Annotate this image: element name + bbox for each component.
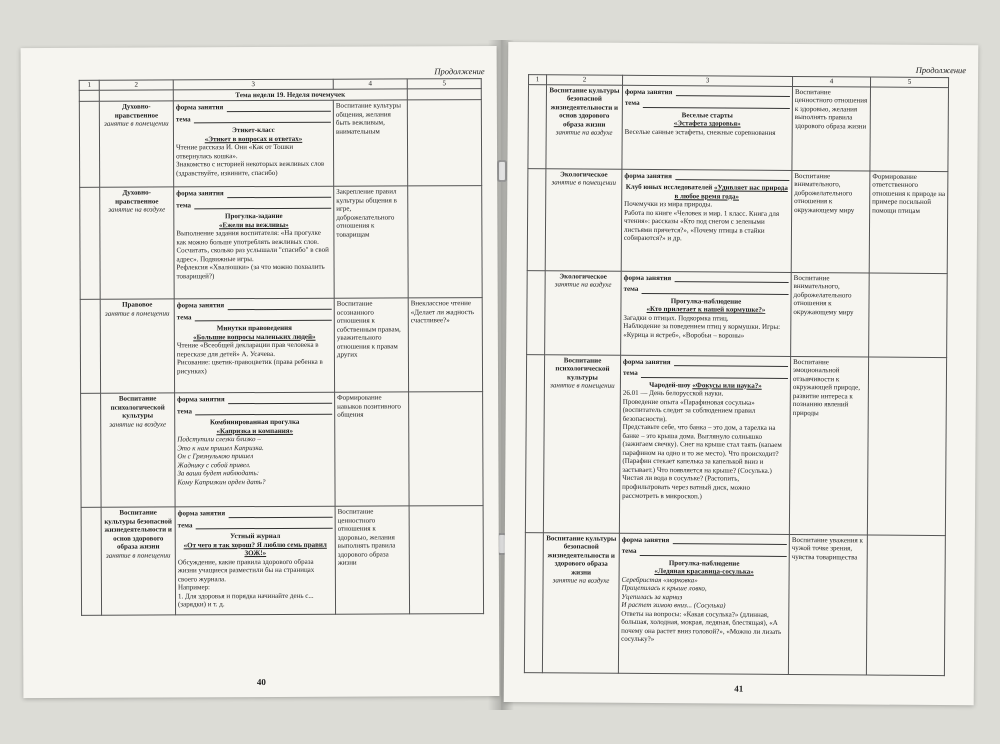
table-row	[524, 532, 945, 675]
activity-title: Этикет-класс	[232, 126, 275, 135]
form-label: форма занятия	[177, 395, 225, 404]
activity-title: Устный журнал	[230, 532, 281, 541]
col-number: 4	[793, 76, 871, 86]
activity-title: Клуб юных исследователей	[625, 182, 713, 192]
activity-name: «Капризка и компания»	[216, 426, 294, 435]
activity-name: «Удивляет нас природа в любое время года»	[674, 183, 788, 201]
theme-label: тема	[622, 368, 638, 377]
col-number: 5	[407, 79, 481, 89]
table-row	[527, 270, 948, 357]
lesson-table-left	[79, 78, 484, 616]
extra-text: Формирование ответственного отношения к природе на примере посильной помощи птицам	[869, 171, 948, 274]
goal-text: Воспитание культуры общения, желания быть вежливым, внимательным	[333, 100, 407, 186]
form-label: форма занятия	[177, 509, 226, 518]
direction-name: Воспитание психологической культуры	[555, 355, 610, 382]
table-row	[79, 100, 481, 188]
week-theme: Тема недели 19. Неделя почемучек	[173, 88, 407, 101]
activity-description: Ответы на вопросы: «Какая сосулька?» (длинная, большая, холодная, мокрая, ледяная, блестящая), «А почему она растет вниз головой?», «Можно ли лизать сосульку?»	[621, 609, 782, 644]
lesson-kind: занятие в помещении	[551, 178, 617, 187]
lesson-kind: занятие в помещении	[550, 381, 615, 390]
extra-text	[409, 506, 483, 614]
activity-name: «Кто прилетает к нашей кормушке?»	[646, 305, 766, 314]
left-page	[21, 46, 500, 698]
lesson-kind: занятие в помещении	[104, 309, 170, 318]
col-number: 3	[623, 75, 793, 86]
activity-description: Обсуждение, какие правила здорового образа жизни учащиеся разместили бы на страницах своего журнала. Например: 1. Для здоровья и порядка начинайте день с... (зарядки) и т. д.	[177, 557, 315, 609]
lesson-kind: занятие в помещении	[106, 551, 171, 560]
extra-text	[407, 100, 481, 186]
direction-name: Воспитание культуры безопасной жизнедеятельности и здорового образа жизни	[546, 533, 617, 577]
activity-title: Веселые старты	[681, 110, 733, 120]
col-number: 4	[333, 79, 407, 89]
col-number: 5	[871, 77, 949, 87]
direction-name: Воспитание культуры безопасной жизнедеятельности и основ здорового образа жизни	[104, 508, 172, 551]
form-label: форма занятия	[176, 189, 224, 198]
lesson-kind: занятие на воздухе	[109, 420, 167, 429]
lesson-table-right	[524, 74, 949, 675]
activity-title: Прогулка-наблюдение	[670, 296, 742, 306]
lesson-kind: занятие на воздухе	[552, 576, 610, 585]
lesson-kind: занятие в помещении	[104, 119, 169, 128]
table-row	[80, 298, 482, 394]
col-number: 2	[99, 80, 173, 90]
theme-label: тема	[621, 546, 637, 555]
activity-title: Чародей-шоу	[649, 380, 691, 389]
continued-label: Продолжение	[915, 64, 967, 76]
extra-text	[867, 357, 946, 536]
goal-text: Формирование навыков позитивного общения	[335, 392, 409, 506]
table-row	[80, 186, 482, 300]
theme-label: тема	[177, 520, 193, 529]
form-label: форма занятия	[623, 273, 672, 282]
goal-text: Воспитание эмоциональной отзывчивости к окружающей природе, развитие интереса к познанию явлений природы	[789, 356, 868, 535]
goal-text: Воспитание внимательного, доброжелательного отношения к окружающему миру	[791, 170, 870, 273]
direction-name: Экологическое	[560, 169, 608, 179]
activity-name: «Эстафета здоровья»	[673, 119, 741, 128]
extra-text	[408, 186, 482, 298]
goal-text: Воспитание ценностного отношения к здоровью, желания выполнять правила здорового образа жизни	[792, 86, 871, 171]
staple	[497, 160, 507, 182]
extra-text	[870, 87, 949, 172]
form-label: форма занятия	[175, 103, 224, 112]
goal-text: Воспитание уважения к чужой точке зрения, чувства товарищества	[788, 534, 867, 675]
col-number: 3	[173, 79, 333, 89]
form-label: форма занятия	[176, 301, 225, 310]
activity-name: «Этикет в вопросах и ответах»	[204, 134, 303, 143]
activity-title: Прогулка-наблюдение	[668, 558, 740, 568]
activity-name: «От чего я так хорош? Я люблю семь правил ЗОЖ!»	[183, 540, 327, 558]
col-number: 2	[547, 75, 623, 85]
goal-text: Воспитание внимательного, доброжелательного отношения к окружающему миру	[791, 272, 870, 357]
goal-text: Воспитание осознанного отношения к собственным правам, уважительного отношения к правам других	[334, 298, 408, 392]
activity-name: «Ежели вы вежливы»	[219, 220, 289, 229]
extra-text	[409, 392, 483, 506]
direction-name: Духовно-нравственное	[114, 102, 159, 120]
lesson-kind: занятие на воздухе	[555, 128, 613, 137]
theme-label: тема	[177, 406, 192, 415]
activity-description: Чтение «Всеобщей декларации прав человека в пересказе для детей» А. Усачева. Рисование: цветик-правоцветик (права ребенка в рисунках)	[176, 340, 323, 376]
form-label: форма занятия	[623, 357, 671, 366]
goal-text: Воспитание ценностного отношения к здоровью, желания выполнять правила здорового образа жизни	[335, 506, 409, 614]
theme-label: тема	[624, 98, 640, 107]
page-number: 41	[734, 683, 744, 694]
theme-label: тема	[176, 200, 192, 209]
form-label: форма занятия	[624, 87, 673, 96]
col-number: 1	[529, 75, 547, 85]
activity-description: Выполнение задания воспитателя: «На прогулке как можно больше употреблять вежливых слов. Сосчитать, сколько раз услышали "спасибо" в свой адрес». Подвижные игры. Рефлексия «Хвалюшки» (за что можно похвалить товарищей?)	[176, 228, 329, 281]
table-row	[528, 84, 949, 171]
lesson-kind: занятие на воздухе	[554, 280, 612, 289]
theme-label: тема	[175, 114, 191, 123]
direction-name: Воспитание психологической культуры	[110, 394, 165, 420]
direction-name: Правовое	[122, 300, 153, 309]
direction-name: Воспитание культуры безопасной жизнедеятельности и основ здорового образа жизни	[549, 85, 620, 129]
table-row	[81, 506, 483, 616]
table-row	[81, 392, 483, 508]
extra-text	[866, 535, 945, 676]
theme-label: тема	[176, 312, 192, 321]
activity-title: Прогулка-задание	[225, 212, 283, 221]
activity-title: Минутки правоведения	[216, 324, 292, 333]
form-label: форма занятия	[624, 171, 672, 180]
activity-description: Веселые санные эстафеты, снежные соревнования	[624, 127, 776, 137]
activity-description: Почемучки из мира природы. Работа по книге «Человек и мир. 1 класс. Книга для чтения»: рассказы «Кто под снегом с зелеными листьями прячется?», «Почему птицы в стайки собираются?» и др.	[623, 199, 780, 243]
continued-label: Продолжение	[434, 66, 485, 77]
extra-text	[869, 273, 948, 358]
goal-text: Закрепление правил культуры общения в игре, доброжелательного отношения к товарищам	[334, 186, 408, 298]
activity-description: Чтение рассказа И. Они «Как от Тошки отвернулась кошка». Знакомство с историей некоторых вежливых слов (здравствуйте, извините, спасибо)	[176, 143, 325, 178]
right-page	[504, 42, 979, 705]
table-row	[527, 168, 948, 273]
page-number: 40	[256, 677, 266, 688]
form-label: форма занятия	[621, 535, 670, 544]
activity-name: «Ледяная красавица-сосулька»	[654, 567, 754, 576]
activity-name: «Большие вопросы маленьких людей»	[193, 332, 316, 341]
direction-name: Экологическое	[559, 271, 607, 281]
col-number: 1	[79, 80, 99, 90]
activity-name: «Фокусы или наука?»	[692, 380, 762, 390]
activity-title: Комбинированная прогулка	[210, 417, 300, 427]
table-row	[525, 354, 946, 535]
poem-text: Серебристая «морковка» Прицепилась к крыше ловко, Уцепилась за карниз И растет зимою вниз... (Сосулька)	[621, 575, 726, 610]
lesson-kind: занятие на воздухе	[108, 205, 166, 214]
poem-text: Подступили слезки близко – Это к нам пришел Капризка. Он с Грязнулькою пришел Жаднику с собой привел. За ваши будет наблюдать: Кому Капризкин орден дать?	[177, 435, 266, 487]
activity-description: 26.01 — День белорусской науки. Проведение опыта «Парафиновая сосулька» (воспитатель следит за соблюдением правил безопасности). Представьте себе, что банка – это дом, а тарелка на банке – это крыша дома. Выглянуло солнышко (зажигаем свечку). Снег на крыше стал таять (капаем парафином на одно и то же место). Что происходит? (Парафин стекает капелька за капелькой вниз и застывает.) Что появляется на крыше? (Сосулька.) Чистая ли вода в сосульке? (Растопить, профильтровать через ватный диск, можно рассмотреть в микроскоп.)	[622, 388, 782, 500]
direction-name: Духовно-нравственное	[115, 188, 159, 206]
extra-text: Внеклассное чтение «Делает ли жадность счастливее?»	[408, 298, 482, 392]
activity-description: Загадки о птицах. Подкормка птиц. Наблюдение за поведением птиц у кормушки. Игры: «Курица и ястреб», «Воробьи – вороны»	[623, 313, 781, 340]
theme-label: тема	[623, 284, 639, 293]
